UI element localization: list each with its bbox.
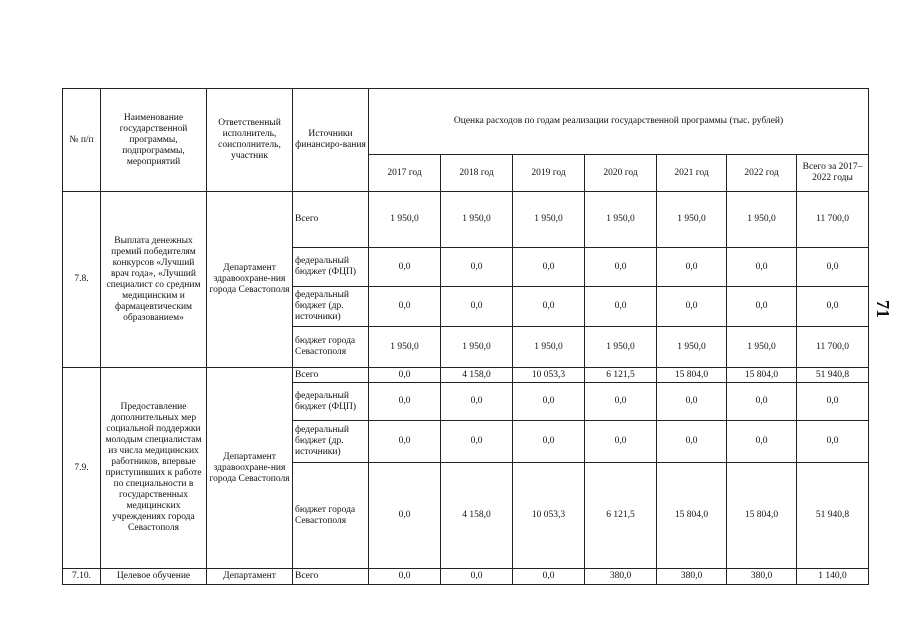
row-name: Предоставление дополнительных мер социальной поддержки молодым специалистам из числа медицинских работников, впервые приступивших к работе по специальности в государственных медицинских учреждениях города Севастополя bbox=[101, 368, 207, 569]
row-source: федеральный бюджет (ФЦП) bbox=[293, 248, 369, 287]
header-year-2020: 2020 год bbox=[585, 155, 657, 192]
cell-value: 15 804,0 bbox=[727, 368, 797, 383]
header-year-2017: 2017 год bbox=[369, 155, 441, 192]
page-number: 71 bbox=[873, 300, 893, 318]
cell-value: 0,0 bbox=[369, 463, 441, 569]
cell-value: 4 158,0 bbox=[441, 463, 513, 569]
cell-value: 0,0 bbox=[441, 569, 513, 585]
cell-value: 380,0 bbox=[727, 569, 797, 585]
cell-value: 0,0 bbox=[797, 383, 869, 421]
cell-value: 1 140,0 bbox=[797, 569, 869, 585]
cell-value: 0,0 bbox=[513, 421, 585, 463]
row-source: федеральный бюджет (др. источники) bbox=[293, 421, 369, 463]
cell-value: 10 053,3 bbox=[513, 368, 585, 383]
row-source: Всего bbox=[293, 569, 369, 585]
row-name: Выплата денежных премий победителям конкурсов «Лучший врач года», «Лучший специалист со средним медицинским и фармацевтическим образованием» bbox=[101, 192, 207, 368]
header-year-total: Всего за 2017–2022 годы bbox=[797, 155, 869, 192]
header-year-2019: 2019 год bbox=[513, 155, 585, 192]
cell-value: 1 950,0 bbox=[657, 327, 727, 368]
header-estimate: Оценка расходов по годам реализации государственной программы (тыс. рублей) bbox=[369, 89, 869, 155]
cell-value: 0,0 bbox=[585, 248, 657, 287]
row-source: бюджет города Севастополя bbox=[293, 327, 369, 368]
cell-value: 1 950,0 bbox=[513, 192, 585, 248]
cell-value: 0,0 bbox=[585, 383, 657, 421]
cell-value: 0,0 bbox=[797, 287, 869, 327]
row-source: федеральный бюджет (др. источники) bbox=[293, 287, 369, 327]
row-source: федеральный бюджет (ФЦП) bbox=[293, 383, 369, 421]
cell-value: 0,0 bbox=[441, 421, 513, 463]
header-year-2022: 2022 год bbox=[727, 155, 797, 192]
header-name: Наименование государственной программы, подпрограммы, мероприятий bbox=[101, 89, 207, 192]
cell-value: 0,0 bbox=[441, 383, 513, 421]
cell-value: 1 950,0 bbox=[369, 192, 441, 248]
cell-value: 0,0 bbox=[513, 287, 585, 327]
cell-value: 1 950,0 bbox=[441, 327, 513, 368]
table-row bbox=[63, 569, 869, 585]
cell-value: 1 950,0 bbox=[369, 327, 441, 368]
header-row bbox=[63, 89, 869, 155]
cell-value: 0,0 bbox=[657, 383, 727, 421]
row-responsible: Департамент здравоохране-ния города Севастополя bbox=[207, 192, 293, 368]
cell-value: 0,0 bbox=[585, 421, 657, 463]
cell-value: 0,0 bbox=[797, 248, 869, 287]
cell-value: 15 804,0 bbox=[727, 463, 797, 569]
cell-value: 1 950,0 bbox=[585, 327, 657, 368]
cell-value: 0,0 bbox=[657, 421, 727, 463]
cell-value: 0,0 bbox=[369, 569, 441, 585]
cell-value: 380,0 bbox=[585, 569, 657, 585]
cell-value: 51 940,8 bbox=[797, 463, 869, 569]
cell-value: 1 950,0 bbox=[657, 192, 727, 248]
cell-value: 1 950,0 bbox=[513, 327, 585, 368]
cell-value: 0,0 bbox=[441, 248, 513, 287]
table-row bbox=[63, 368, 869, 383]
cell-value: 0,0 bbox=[513, 569, 585, 585]
cell-value: 0,0 bbox=[657, 248, 727, 287]
cell-value: 380,0 bbox=[657, 569, 727, 585]
cell-value: 0,0 bbox=[369, 368, 441, 383]
row-num: 7.8. bbox=[63, 192, 101, 368]
cell-value: 1 950,0 bbox=[585, 192, 657, 248]
cell-value: 51 940,8 bbox=[797, 368, 869, 383]
row-responsible: Департамент здравоохране-ния города Севастополя bbox=[207, 368, 293, 569]
row-source: Всего bbox=[293, 192, 369, 248]
cell-value: 15 804,0 bbox=[657, 368, 727, 383]
cell-value: 0,0 bbox=[585, 287, 657, 327]
cell-value: 0,0 bbox=[657, 287, 727, 327]
budget-table bbox=[62, 88, 869, 585]
cell-value: 11 700,0 bbox=[797, 192, 869, 248]
cell-value: 0,0 bbox=[727, 248, 797, 287]
row-source: Всего bbox=[293, 368, 369, 383]
cell-value: 0,0 bbox=[369, 248, 441, 287]
cell-value: 0,0 bbox=[513, 383, 585, 421]
cell-value: 0,0 bbox=[369, 287, 441, 327]
table-row bbox=[63, 192, 869, 248]
row-num: 7.9. bbox=[63, 368, 101, 569]
header-sources: Источники финансиро-вания bbox=[293, 89, 369, 192]
cell-value: 0,0 bbox=[513, 248, 585, 287]
header-responsible: Ответственный исполнитель, соисполнитель, участник bbox=[207, 89, 293, 192]
cell-value: 11 700,0 bbox=[797, 327, 869, 368]
row-responsible: Департамент bbox=[207, 569, 293, 585]
row-source: бюджет города Севастополя bbox=[293, 463, 369, 569]
cell-value: 1 950,0 bbox=[727, 192, 797, 248]
row-num: 7.10. bbox=[63, 569, 101, 585]
cell-value: 0,0 bbox=[441, 287, 513, 327]
cell-value: 0,0 bbox=[369, 383, 441, 421]
row-name: Целевое обучение bbox=[101, 569, 207, 585]
cell-value: 0,0 bbox=[727, 287, 797, 327]
cell-value: 6 121,5 bbox=[585, 463, 657, 569]
cell-value: 4 158,0 bbox=[441, 368, 513, 383]
cell-value: 0,0 bbox=[369, 421, 441, 463]
header-num: № п/п bbox=[63, 89, 101, 192]
cell-value: 15 804,0 bbox=[657, 463, 727, 569]
header-year-2021: 2021 год bbox=[657, 155, 727, 192]
cell-value: 0,0 bbox=[727, 383, 797, 421]
cell-value: 6 121,5 bbox=[585, 368, 657, 383]
cell-value: 1 950,0 bbox=[441, 192, 513, 248]
header-year-2018: 2018 год bbox=[441, 155, 513, 192]
cell-value: 0,0 bbox=[797, 421, 869, 463]
cell-value: 10 053,3 bbox=[513, 463, 585, 569]
cell-value: 1 950,0 bbox=[727, 327, 797, 368]
cell-value: 0,0 bbox=[727, 421, 797, 463]
